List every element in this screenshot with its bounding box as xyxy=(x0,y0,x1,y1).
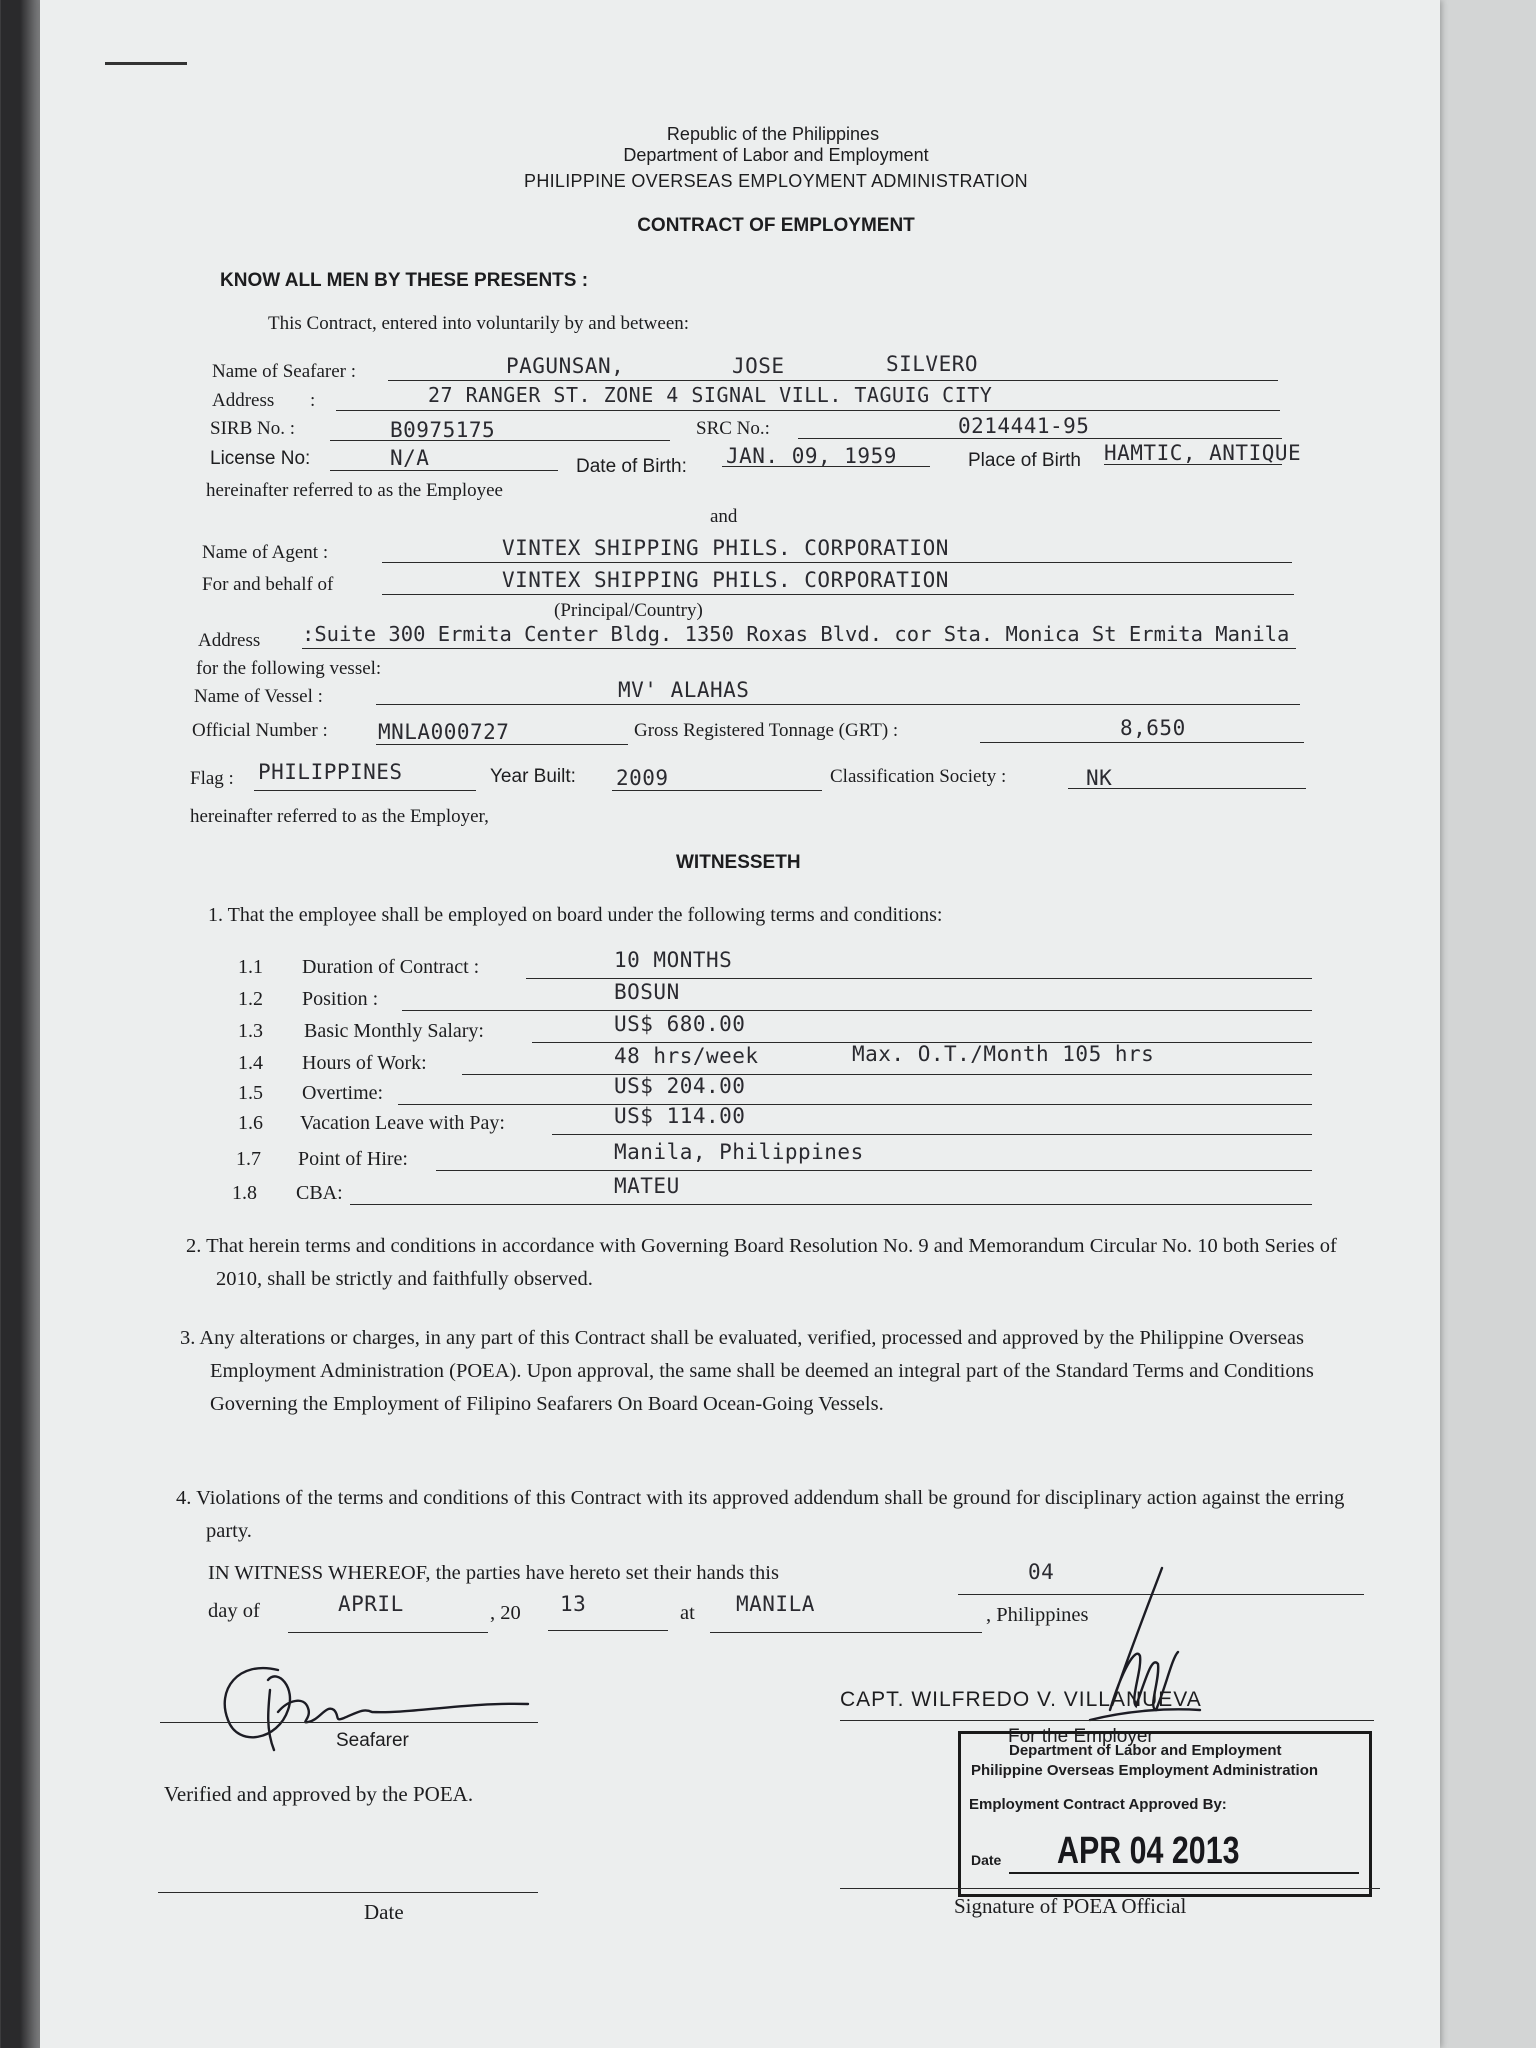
stamp-date-label: Date xyxy=(971,1852,1002,1868)
month-line xyxy=(288,1632,488,1633)
term-extra: Max. O.T./Month 105 hrs xyxy=(852,1042,1155,1066)
witnesseth-heading: WITNESSETH xyxy=(676,852,801,873)
day-of-label: day of xyxy=(208,1600,260,1622)
verified-text: Verified and approved by the POEA. xyxy=(164,1782,474,1806)
term-label: Vacation Leave with Pay: xyxy=(300,1112,505,1134)
official-number-label: Official Number : xyxy=(192,720,328,741)
term-number: 1.3 xyxy=(238,1020,263,1042)
term-line xyxy=(552,1134,1312,1135)
grt-value: 8,650 xyxy=(1120,716,1186,740)
sirb-number: B0975175 xyxy=(390,418,496,442)
term-line xyxy=(402,1010,1312,1011)
clause-2: 2. That herein terms and conditions in accordance with Governing Board Resolution No. 9 and Memorandum Circular No. 10 both Series of 2010, shall be strictly and faithfully observed. xyxy=(186,1235,1337,1290)
term-label: Overtime: xyxy=(302,1082,384,1104)
pob-value: HAMTIC, ANTIQUE xyxy=(1104,441,1302,465)
place-line xyxy=(710,1632,982,1633)
poea-official-line xyxy=(840,1888,1380,1889)
employer-label: For the Employer xyxy=(1008,1726,1154,1747)
clause-1: 1. That the employee shall be employed on board under the following terms and conditions: xyxy=(208,904,943,926)
dob-label: Date of Birth: xyxy=(576,456,687,477)
employer-name: CAPT. WILFREDO V. VILLANUEVA xyxy=(840,1688,1202,1711)
term-line xyxy=(398,1104,1312,1105)
stamp-approved-by: Employment Contract Approved By: xyxy=(969,1796,1227,1813)
term-value: MATEU xyxy=(614,1174,680,1198)
stamp-department: Department of Labor and Employment xyxy=(1009,1742,1282,1759)
term-number: 1.5 xyxy=(238,1082,263,1104)
year-built-label: Year Built: xyxy=(490,766,576,787)
term-number: 1.8 xyxy=(232,1182,257,1204)
term-value: 10 MONTHS xyxy=(614,948,733,972)
date-line xyxy=(158,1892,538,1893)
term-line xyxy=(462,1074,1312,1075)
seafarer-first-name: JOSE xyxy=(732,354,785,378)
seafarer-name-line xyxy=(388,380,1278,381)
grt-label: Gross Registered Tonnage (GRT) : xyxy=(634,720,899,741)
and-text: and xyxy=(710,506,738,527)
header-department: Department of Labor and Employment xyxy=(623,145,929,165)
grt-line xyxy=(980,742,1304,743)
term-number: 1.2 xyxy=(238,988,263,1010)
sirb-line xyxy=(330,440,670,441)
agent-name-line xyxy=(382,562,1292,563)
agent-name-label: Name of Agent : xyxy=(202,542,329,563)
corner-mark xyxy=(105,62,187,65)
clause-4: 4. Violations of the terms and conditions of this Contract with its approved addendum shall be ground for disciplinary action against the erring party. xyxy=(176,1487,1345,1542)
date-label: Date xyxy=(364,1900,404,1924)
header-poea: PHILIPPINE OVERSEAS EMPLOYMENT ADMINISTRATION xyxy=(524,171,1028,191)
at-label: at xyxy=(680,1602,695,1624)
agent-address-label: Address xyxy=(198,630,261,651)
seafarer-middle-name: SILVERO xyxy=(886,352,979,376)
term-number: 1.1 xyxy=(238,956,263,978)
seafarer-address-line xyxy=(336,410,1280,411)
term-label: Hours of Work: xyxy=(302,1052,427,1074)
src-label: SRC No.: xyxy=(696,418,770,439)
employee-referred: hereinafter referred to as the Employee xyxy=(206,480,503,501)
witness-month: APRIL xyxy=(338,1592,404,1616)
pob-label: Place of Birth xyxy=(968,450,1081,471)
seafarer-address-colon: : xyxy=(310,390,316,411)
term-line xyxy=(526,978,1312,979)
class-society-label: Classification Society : xyxy=(830,766,1007,787)
term-line xyxy=(436,1170,1312,1171)
poea-approval-stamp xyxy=(958,1731,1372,1897)
sirb-label: SIRB No. : xyxy=(210,418,295,439)
term-value: US$ 204.00 xyxy=(614,1074,746,1098)
term-line xyxy=(350,1204,1312,1205)
behalf-line xyxy=(382,594,1294,595)
term-value: US$ 114.00 xyxy=(614,1104,746,1128)
flag-line xyxy=(254,790,476,791)
know-all-men: KNOW ALL MEN BY THESE PRESENTS : xyxy=(220,270,589,291)
term-label: Point of Hire: xyxy=(298,1148,408,1170)
vessel-name-line xyxy=(376,704,1300,705)
intro-text: This Contract, entered into voluntarily by and between: xyxy=(268,313,690,334)
page-title: CONTRACT OF EMPLOYMENT xyxy=(637,215,915,236)
witness-day: 04 xyxy=(1028,1560,1055,1584)
following-vessel: for the following vessel: xyxy=(196,658,382,679)
stamp-date: APR 04 2013 xyxy=(1057,1830,1240,1872)
witness-text: IN WITNESS WHEREOF, the parties have hereto set their hands this xyxy=(208,1562,779,1584)
witness-country: , Philippines xyxy=(986,1604,1089,1626)
witness-place: MANILA xyxy=(736,1592,815,1616)
employer-signature-line xyxy=(840,1720,1374,1721)
behalf-name: VINTEX SHIPPING PHILS. CORPORATION xyxy=(502,568,949,592)
seafarer-signature-line xyxy=(160,1722,538,1723)
license-number: N/A xyxy=(390,446,430,470)
seafarer-label: Seafarer xyxy=(336,1730,409,1751)
agent-address-line xyxy=(302,648,1296,649)
year-prefix: , 20 xyxy=(490,1602,521,1624)
contract-page xyxy=(40,0,1440,2048)
dob-value: JAN. 09, 1959 xyxy=(726,444,897,468)
clause-3: 3. Any alterations or charges, in any part of this Contract shall be evaluated, verified, processed and approved by the Philippine Overseas Employment Administration (POEA). Upon approval, the same shall be deemed an integral part of the Standard Terms and Conditions Governing the Employment of Filipino Seafarers On Board Ocean-Going Vessels. xyxy=(180,1327,1314,1415)
witness-year: 13 xyxy=(560,1592,587,1616)
seafarer-last-name: PAGUNSAN, xyxy=(506,354,625,378)
term-label: Position : xyxy=(302,988,379,1010)
principal-note: (Principal/Country) xyxy=(554,600,703,621)
src-line xyxy=(798,438,1282,439)
employer-signature xyxy=(1070,1560,1210,1740)
poea-official-label: Signature of POEA Official xyxy=(954,1894,1187,1918)
seafarer-address: 27 RANGER ST. ZONE 4 SIGNAL VILL. TAGUIG CITY xyxy=(428,383,993,407)
term-number: 1.4 xyxy=(238,1052,263,1074)
header-republic: Republic of the Philippines xyxy=(666,124,880,144)
term-label: CBA: xyxy=(296,1182,343,1204)
term-value: US$ 680.00 xyxy=(614,1012,746,1036)
flag-value: PHILIPPINES xyxy=(258,760,403,784)
vessel-name: MV' ALAHAS xyxy=(618,678,750,702)
seafarer-name-label: Name of Seafarer : xyxy=(212,361,357,382)
year-line xyxy=(548,1630,668,1631)
behalf-label: For and behalf of xyxy=(202,574,334,595)
term-label: Duration of Contract : xyxy=(302,956,480,978)
official-number-line xyxy=(376,744,628,745)
stamp-poea: Philippine Overseas Employment Administration xyxy=(971,1762,1319,1779)
term-value: Manila, Philippines xyxy=(614,1140,864,1164)
vessel-name-label: Name of Vessel : xyxy=(194,686,323,707)
license-line xyxy=(330,470,558,471)
license-label: License No: xyxy=(210,448,311,469)
agent-name: VINTEX SHIPPING PHILS. CORPORATION xyxy=(502,536,949,560)
src-number: 0214441-95 xyxy=(958,414,1090,438)
term-label: Basic Monthly Salary: xyxy=(304,1020,484,1042)
flag-label: Flag : xyxy=(190,768,234,789)
year-built-line xyxy=(612,790,822,791)
term-number: 1.6 xyxy=(238,1112,263,1134)
term-number: 1.7 xyxy=(236,1148,261,1170)
agent-address: :Suite 300 Ermita Center Bldg. 1350 Roxas Blvd. cor Sta. Monica St Ermita Manila xyxy=(302,622,1290,646)
seafarer-address-label: Address xyxy=(212,390,275,411)
term-value: BOSUN xyxy=(614,980,680,1004)
class-society: NK xyxy=(1086,766,1113,790)
term-value: 48 hrs/week xyxy=(614,1044,759,1068)
employer-referred: hereinafter referred to as the Employer, xyxy=(190,806,489,827)
year-built: 2009 xyxy=(616,766,669,790)
official-number: MNLA000727 xyxy=(378,720,510,744)
